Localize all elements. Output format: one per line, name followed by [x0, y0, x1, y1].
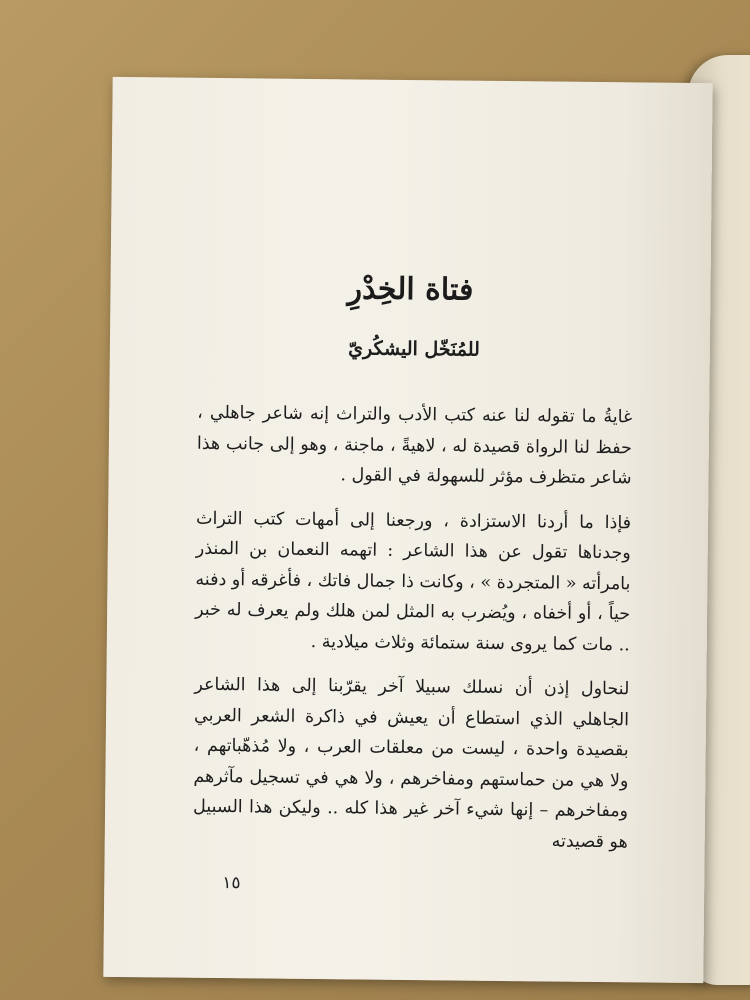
book-page — [103, 77, 712, 983]
page-number: ١٥ — [222, 873, 241, 894]
poet-attribution: للمُنَخّل اليشكُريّ — [348, 337, 481, 361]
body-text — [192, 398, 632, 872]
chapter-title: فتاة الخِدْرِ — [347, 271, 474, 308]
paragraph-2: فإذا ما أردنا الاستزادة ، ورجعنا إلى أمهات كتب التراث وجدناها تقول عن هذا الشاعر : اتهمه النعمان بن المنذر بامرأته « المتجردة » ، وكانت ذا جمال فاتك ، فأغرقه أو دفنه حياً ، أو أخفاه ، ويُضرب به المثل لمن هلك ولم يعرف له خبر .. مات كما يروى سنة ستمائة وثلاث ميلادية . — [195, 508, 632, 655]
paragraph-3: لنحاول إذن أن نسلك سبيلا آخر يقرّبنا إلى هذا الشاعر الجاهلي الذي استطاع أن يعيش في ذاكرة الشعر العربي بقصيدة واحدة ، ليست من معلقات العرب ، ولا مُذهّباتهم ، ولا هي من حماستهم ومفاخرهم ، ولا هي في تسجيل مآثرهم ومفاخرهم – إنها شيء آخر غير هذا كله .. وليكن هذا السبيل هو قصيدته — [192, 674, 630, 852]
paragraph-1: غايةُ ما تقوله لنا عنه كتب الأدب والتراث إنه شاعر جاهلي ، حفظ لنا الرواة قصيدة له ، لاهيةً ، ماجنة ، وهو إلى جانب هذا شاعر متظرف مؤثر للسهولة في القول . — [196, 402, 633, 489]
